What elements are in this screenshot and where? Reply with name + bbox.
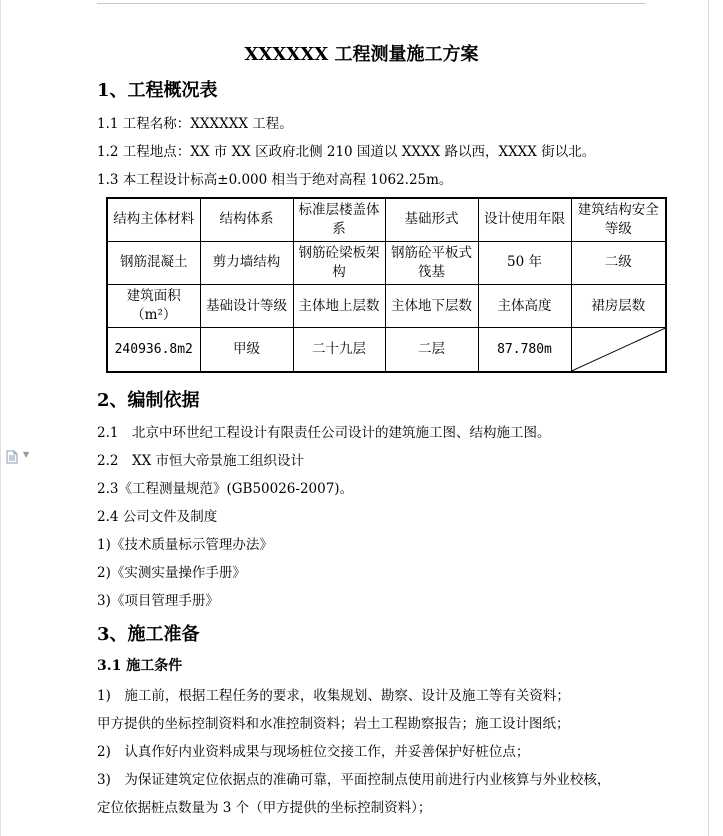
subsection-heading: 3.1 施工条件 bbox=[97, 658, 183, 674]
table-cell: 设计使用年限 bbox=[478, 198, 571, 241]
paragraph-line: 2) 认真作好内业资料成果与现场桩位交接工作，并妥善保护好桩位点； bbox=[97, 744, 530, 760]
paragraph-line: 1) 施工前，根据工程任务的要求，收集规划、勘察、设计及施工等有关资料； bbox=[97, 688, 570, 704]
section-heading-3: 3、施工准备 bbox=[97, 624, 200, 645]
table-cell: 裙房层数 bbox=[571, 284, 666, 327]
section-heading-2: 2、编制依据 bbox=[97, 390, 200, 411]
table-cell: 结构主体材料 bbox=[107, 198, 200, 241]
table-cell: 二层 bbox=[385, 328, 478, 372]
paragraph-line: 2)《实测实量操作手册》 bbox=[97, 565, 246, 581]
table-cell: 主体地上层数 bbox=[293, 284, 385, 327]
table-cell: 240936.8m2 bbox=[107, 328, 200, 372]
document-icon[interactable] bbox=[6, 449, 18, 463]
page-right-edge bbox=[708, 0, 709, 836]
table-cell: 钢筋砼平板式筏基 bbox=[385, 241, 478, 284]
table-cell: 标准层楼盖体系 bbox=[293, 198, 385, 241]
paragraph-line: 1.2 工程地点：XX 市 XX 区政府北侧 210 国道以 XXXX 路以西，XXXX 街以北。 bbox=[97, 144, 596, 160]
page-left-edge bbox=[0, 0, 1, 836]
project-overview-table bbox=[106, 197, 667, 373]
table-cell: 甲级 bbox=[200, 328, 293, 372]
table-cell: 建筑结构安全等级 bbox=[571, 198, 666, 241]
paragraph-line: 甲方提供的坐标控制资料和水准控制资料；岩土工程勘察报告；施工设计图纸； bbox=[97, 716, 570, 732]
table-cell: 基础设计等级 bbox=[200, 284, 293, 327]
paragraph-line: 3)《项目管理手册》 bbox=[97, 593, 219, 609]
table-cell: 二级 bbox=[571, 241, 666, 284]
table-cell: 主体高度 bbox=[478, 284, 571, 327]
table-cell: 钢筋混凝土 bbox=[107, 241, 200, 284]
paragraph-line: 2.4 公司文件及制度 bbox=[97, 509, 218, 525]
paragraph-line: 1.1 工程名称：XXXXXX 工程。 bbox=[97, 116, 293, 132]
table-cell: 基础形式 bbox=[385, 198, 478, 241]
page-top-rule bbox=[97, 3, 646, 4]
chevron-down-icon[interactable]: ▼ bbox=[23, 450, 30, 459]
paragraph-line: 3) 为保证建筑定位依据点的准确可靠，平面控制点使用前进行内业核算与外业校核， bbox=[97, 772, 611, 788]
table-cell: 建筑面积（m²） bbox=[107, 284, 200, 327]
table-cell: 87.780m bbox=[478, 328, 571, 372]
paragraph-line: 1.3 本工程设计标高±0.000 相当于绝对高程 1062.25m。 bbox=[97, 172, 453, 188]
diagonal-empty-cell bbox=[571, 328, 666, 372]
paragraph-line: 2.2 XX 市恒大帝景施工组织设计 bbox=[97, 453, 304, 469]
paragraph-line: 1)《技术质量标示管理办法》 bbox=[97, 537, 273, 553]
paragraph-line: 定位依据桩点数量为 3 个（甲方提供的坐标控制资料）； bbox=[97, 800, 432, 816]
paragraph-line: 2.1 北京中环世纪工程设计有限责任公司设计的建筑施工图、结构施工图。 bbox=[97, 425, 551, 441]
table-cell: 钢筋砼梁板架构 bbox=[293, 241, 385, 284]
table-cell: 主体地下层数 bbox=[385, 284, 478, 327]
table-cell: 结构体系 bbox=[200, 198, 293, 241]
table-cell: 50 年 bbox=[478, 241, 571, 284]
paragraph-line: 2.3《工程测量规范》(GB50026-2007)。 bbox=[97, 481, 354, 497]
document-title: XXXXXX 工程测量施工方案 bbox=[244, 44, 479, 65]
table-cell: 剪力墙结构 bbox=[200, 241, 293, 284]
section-heading-1: 1、工程概况表 bbox=[97, 80, 218, 101]
table-cell: 二十九层 bbox=[293, 328, 385, 372]
